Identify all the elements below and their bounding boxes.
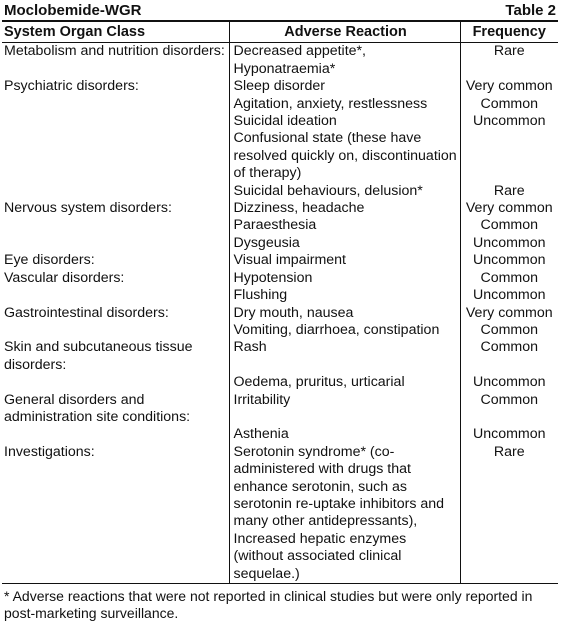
adverse-reaction-cell: Suicidal behaviours, delusion*: [229, 183, 460, 200]
table-row: [2, 426, 558, 443]
table-row: [2, 78, 558, 95]
column-header-frequency: Frequency: [460, 22, 558, 43]
adverse-reaction-cell: Hypotension: [229, 270, 460, 287]
adverse-reaction-cell: Dry mouth, nausea: [229, 305, 460, 322]
column-header-organ-class: System Organ Class: [2, 22, 229, 43]
organ-class-cell: [2, 217, 229, 234]
frequency-cell: Common: [480, 269, 539, 286]
adverse-reaction-cell: Rash: [229, 339, 460, 374]
frequency-cell: Common: [480, 95, 539, 112]
frequency-cell: Uncommon: [472, 426, 546, 443]
table-row: [2, 287, 558, 304]
frequency-cell: Uncommon: [472, 234, 546, 251]
adverse-reaction-cell: Decreased appetite*, Hyponatraemia*: [229, 43, 460, 78]
footnote: * Adverse reactions that were not reported in clinical studies but were only reported in post-marketing surveillance.: [4, 588, 533, 622]
organ-class-cell: [2, 130, 229, 182]
table-row: [2, 130, 558, 182]
table-row: [2, 322, 558, 339]
document-title: Moclobemide-WGR: [4, 2, 142, 19]
frequency-cell: Uncommon: [472, 113, 546, 130]
table-label: Table 2: [505, 2, 556, 19]
organ-class-cell: [2, 287, 229, 304]
frequency-cell: Very common: [465, 304, 553, 321]
frequency-cell: Very common: [465, 200, 553, 217]
table-row: [2, 444, 558, 584]
table-title-row: [2, 2, 558, 22]
adverse-reactions-table: [2, 22, 558, 584]
organ-class-cell: [2, 183, 229, 200]
adverse-reaction-cell: Suicidal ideation: [229, 113, 460, 130]
adverse-reaction-cell: Asthenia: [229, 426, 460, 443]
frequency-cell: Uncommon: [472, 252, 546, 269]
adverse-reaction-cell: Serotonin syndrome* (co-administered with drugs that enhance serotonin, such as serotonin re-uptake inhibitors and many other antidepressants), Increased hepatic enzymes (without associated clinical sequelae.): [229, 444, 460, 584]
table-row: [2, 392, 558, 427]
organ-class-cell: Vascular disorders:: [4, 269, 125, 286]
organ-class-cell: Nervous system disorders:: [4, 200, 172, 217]
frequency-cell: Common: [480, 321, 539, 338]
table-row: [2, 183, 558, 200]
frequency-cell: Very common: [465, 78, 553, 95]
frequency-cell: Rare: [493, 43, 525, 60]
organ-class-cell: [2, 374, 229, 391]
adverse-reaction-cell: Visual impairment: [229, 252, 460, 269]
frequency-cell: Common: [480, 217, 539, 234]
organ-class-cell: Eye disorders:: [4, 252, 95, 269]
table-row: [2, 96, 558, 113]
table-header-row: [2, 22, 558, 43]
organ-class-cell: [2, 96, 229, 113]
table-row: [2, 305, 558, 322]
adverse-reaction-cell: Agitation, anxiety, restlessness: [229, 96, 460, 113]
frequency-cell: Rare: [493, 443, 525, 460]
frequency-cell: Uncommon: [472, 287, 546, 304]
adverse-reaction-cell: Dysgeusia: [229, 235, 460, 252]
table-row: [2, 200, 558, 217]
frequency-cell: Common: [480, 339, 539, 356]
organ-class-cell: Metabolism and nutrition disorders:: [4, 43, 225, 60]
table-row: [2, 270, 558, 287]
adverse-reaction-cell: Irritability: [229, 392, 460, 427]
column-header-adverse-reaction: Adverse Reaction: [229, 22, 460, 43]
table-row: [2, 339, 558, 374]
table-row: [2, 217, 558, 234]
frequency-cell: Rare: [493, 182, 525, 199]
organ-class-cell: [2, 322, 229, 339]
table-row: [2, 235, 558, 252]
organ-class-cell: [2, 426, 229, 443]
adverse-reaction-cell: Dizziness, headache: [229, 200, 460, 217]
adverse-reaction-cell: Flushing: [229, 287, 460, 304]
organ-class-cell: [2, 113, 229, 130]
organ-class-cell: Skin and subcutaneous tissue disorders:: [4, 339, 193, 373]
organ-class-cell: General disorders and administration site conditions:: [4, 391, 191, 425]
organ-class-cell: [2, 235, 229, 252]
frequency-cell: [460, 130, 558, 182]
adverse-reactions-sheet: [2, 2, 558, 623]
organ-class-cell: Gastrointestinal disorders:: [4, 304, 169, 321]
adverse-reaction-cell: Vomiting, diarrhoea, constipation: [229, 322, 460, 339]
table-row: [2, 374, 558, 391]
organ-class-cell: Investigations:: [4, 443, 95, 460]
adverse-reaction-cell: Oedema, pruritus, urticarial: [229, 374, 460, 391]
adverse-reaction-cell: Paraesthesia: [229, 217, 460, 234]
frequency-cell: Uncommon: [472, 374, 546, 391]
table-row: [2, 252, 558, 269]
table-row: [2, 43, 558, 78]
frequency-cell: Common: [480, 391, 539, 408]
adverse-reaction-cell: Sleep disorder: [229, 78, 460, 95]
organ-class-cell: Psychiatric disorders:: [4, 78, 139, 95]
table-row: [2, 113, 558, 130]
table-body: [2, 43, 558, 584]
adverse-reaction-cell: Confusional state (these have resolved quickly on, discontinuation of therapy): [229, 130, 460, 182]
